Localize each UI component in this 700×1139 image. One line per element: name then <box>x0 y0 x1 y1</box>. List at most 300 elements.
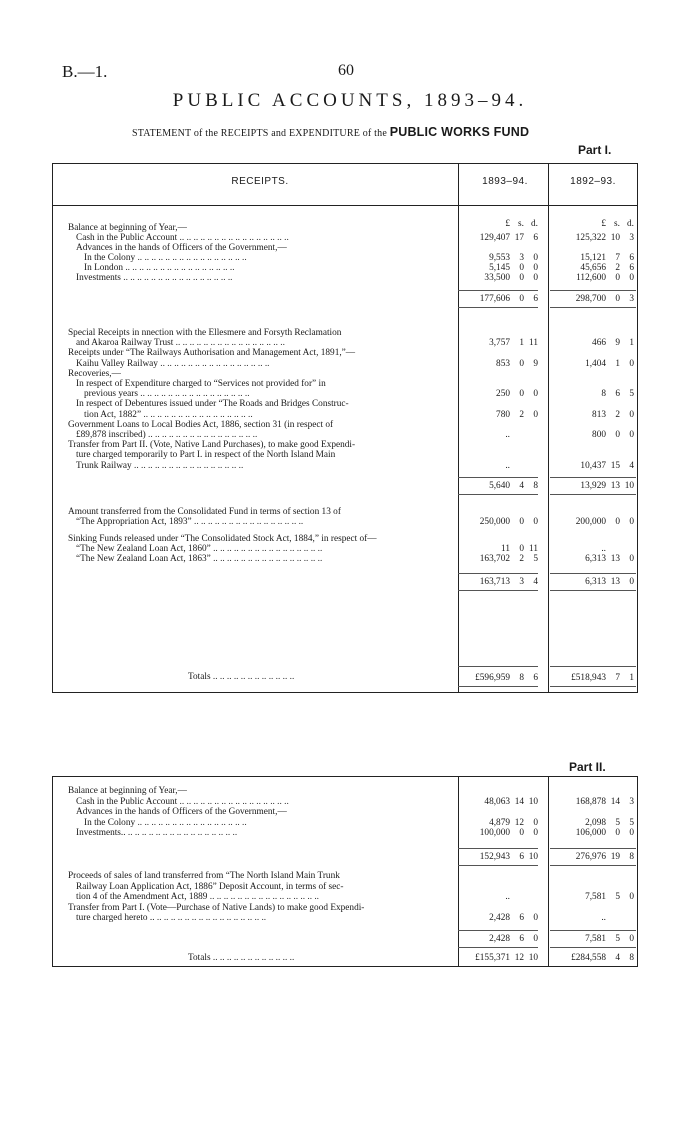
row-label: and Akaroa Railway Trust <box>76 338 174 349</box>
page-title: PUBLIC ACCOUNTS, 1893–94. <box>172 90 528 111</box>
total-1892-93-shillings: 4 <box>615 953 620 963</box>
row-label: Recoveries,— <box>68 368 121 379</box>
row-label: Investments.. <box>76 828 126 838</box>
amount-1893-94-pence <box>524 461 538 471</box>
rule <box>550 590 636 591</box>
statement-row <box>68 338 462 348</box>
subtotal-1893-94-shillings: 6 <box>519 934 524 944</box>
amount-1893-94-pence <box>524 892 538 902</box>
amount-1893-94-shillings: 0 <box>519 389 524 400</box>
currency-units-pounds: £ <box>601 219 606 229</box>
amount-1892-93-shillings: 2 <box>615 263 620 273</box>
amount-1893-94 <box>462 410 538 420</box>
amount-1892-93-pounds: 15,121 <box>580 253 606 263</box>
amount-1892-93-pounds: 2,098 <box>585 817 606 828</box>
subtotal-1892-93-pounds: 7,581 <box>585 934 606 944</box>
amount-1893-94 <box>462 263 538 273</box>
row-label: ture charged hereto .. <box>76 913 155 923</box>
amount-1892-93 <box>552 554 634 564</box>
subtotal-1892-93-pence: 0 <box>629 577 634 587</box>
amount-1892-93-pounds: 112,600 <box>576 273 606 283</box>
total-1892-93-pence: 8 <box>629 953 634 963</box>
row-label: tion 4 of the Amendment Act, 1889 <box>76 892 208 902</box>
table-left-rule <box>52 163 53 693</box>
amount-1892-93 <box>552 233 634 243</box>
row-label: Railway Loan Application Act, 1886” Deposit Account, in terms of sec- <box>76 881 344 892</box>
amount-1893-94-pence: 9 <box>533 358 538 369</box>
amount-1892-93-shillings: 0 <box>615 517 620 527</box>
amount-1892-93-pounds: 125,322 <box>575 233 606 243</box>
amount-1893-94-shillings: 0 <box>519 828 524 838</box>
row-label: Cash in the Public Account <box>76 233 178 243</box>
leader-dots: .. .. .. .. .. .. .. .. .. .. .. .. .. .. .. .. <box>141 409 253 420</box>
amount-1893-94-pounds: 5,145 <box>489 263 510 273</box>
subtotal-1893-94-pence: 10 <box>528 852 538 862</box>
statement-row <box>68 430 462 440</box>
statement-row <box>68 913 462 923</box>
amount-1893-94 <box>462 253 538 263</box>
amount-1892-93 <box>552 828 634 838</box>
amount-1893-94 <box>462 359 538 369</box>
leader-dots: .. .. .. .. .. .. .. .. .. .. .. .. .. .. .. .. <box>131 460 244 471</box>
statement-row <box>68 223 454 233</box>
amount-1892-93-pence: 0 <box>629 554 634 564</box>
row-label: In the Colony <box>84 253 136 263</box>
rule <box>458 494 538 495</box>
amount-1892-93-pounds: 466 <box>592 338 606 349</box>
row-label: In London <box>84 263 123 273</box>
row-label: Sinking Funds released under “The Consolidated Stock Act, 1884,” in respect of— <box>68 534 377 544</box>
row-label: In respect of Debentures issued under “The Roads and Bridges Construc- <box>76 399 349 410</box>
total-1893-94-pounds: £155,371 <box>475 953 510 963</box>
rule <box>550 947 636 948</box>
statement-row <box>68 233 462 243</box>
statement-row <box>68 554 462 564</box>
amount-1893-94-pence: 0 <box>533 273 538 283</box>
amount-1893-94-pounds: 780 <box>496 409 510 420</box>
currency-units <box>552 219 634 229</box>
subtotal-1892-93-shillings: 13 <box>610 577 620 587</box>
subtotal-1893-94-pounds: 5,640 <box>489 481 510 491</box>
statement-row <box>68 263 470 273</box>
subtotal-1892-93-pence: 10 <box>624 481 634 491</box>
currency-units-pounds: £ <box>505 219 510 229</box>
amount-1892-93 <box>552 430 634 440</box>
statement-row <box>68 440 454 450</box>
amount-1892-93 <box>552 273 634 283</box>
statement-subtitle <box>132 125 529 139</box>
table-right-rule <box>637 163 638 693</box>
amount-1892-93-pence: 5 <box>629 389 634 400</box>
row-label: In respect of Expenditure charged to “Services not provided for” in <box>76 379 326 389</box>
total-1892-93-pounds: £284,558 <box>571 953 606 963</box>
amount-1892-93 <box>552 797 634 807</box>
amount-1892-93 <box>552 389 634 399</box>
amount-1892-93-pence: 3 <box>629 796 634 807</box>
subtotal-1893-94 <box>462 577 538 587</box>
amount-1893-94 <box>462 828 538 838</box>
amount-1892-93-shillings: 0 <box>615 828 620 838</box>
amount-1893-94-pence: 0 <box>533 517 538 527</box>
statement-row <box>68 420 454 430</box>
totals-label: Totals <box>188 672 211 682</box>
amount-1892-93-pence: 0 <box>629 892 634 902</box>
amount-1893-94-pence <box>524 430 538 440</box>
amount-1893-94-shillings: 0 <box>519 358 524 369</box>
amount-1893-94-shillings <box>510 430 524 440</box>
amount-1893-94-shillings: 2 <box>519 409 524 420</box>
row-label: Kaihu Valley Railway <box>76 358 158 369</box>
subtotal-1893-94-pence: 6 <box>533 294 538 304</box>
amount-1893-94 <box>462 517 538 527</box>
statement-row <box>68 507 454 517</box>
leader-dots: .. .. .. .. .. .. .. .. .. .. .. .. .. .. .. .. <box>123 263 235 273</box>
amount-1892-93-pence <box>620 913 634 923</box>
amount-1892-93-pence: 0 <box>629 517 634 527</box>
amount-1893-94-pence: 5 <box>533 554 538 564</box>
subtotal-1892-93-pence: 8 <box>629 852 634 862</box>
amount-1892-93 <box>552 338 634 348</box>
amount-1892-93 <box>552 913 634 923</box>
amount-1893-94-pounds: 48,063 <box>484 796 510 807</box>
amount-1893-94-pence: 0 <box>533 913 538 923</box>
amount-1893-94 <box>462 913 538 923</box>
rule <box>550 865 636 866</box>
amount-1892-93-pence: 1 <box>629 338 634 349</box>
amount-1893-94-shillings: 1 <box>519 338 524 349</box>
amount-1893-94 <box>462 818 538 828</box>
amount-1893-94-pounds: 129,407 <box>479 233 510 243</box>
statement-row <box>68 892 462 902</box>
amount-1892-93-shillings: 15 <box>610 460 620 471</box>
statement-row <box>68 828 462 838</box>
subtotal-1893-94-shillings: 3 <box>519 577 524 587</box>
amount-1893-94-pounds: .. <box>505 892 510 902</box>
subtotal-1892-93-pence: 3 <box>629 294 634 304</box>
leader-dots: .. .. .. .. .. .. .. .. .. .. .. .. .. .. .. .. <box>137 389 250 400</box>
amount-1893-94-pence: 0 <box>533 253 538 263</box>
row-label: Trunk Railway <box>76 460 132 471</box>
subtotal-1893-94-pence: 8 <box>533 481 538 491</box>
leader-dots: .. .. .. .. .. .. .. .. .. .. .. .. .. .. .. .. <box>177 233 289 243</box>
amount-1892-93 <box>552 359 634 369</box>
amount-1893-94-pounds: 2,428 <box>489 913 510 923</box>
statement-row <box>68 253 470 263</box>
subtotal-1893-94 <box>462 481 538 491</box>
leader-dots: .. .. .. .. .. .. .. .. .. .. .. .. .. .. .. .. <box>135 253 247 263</box>
amount-1892-93 <box>552 517 634 527</box>
page-number: 60 <box>338 62 354 79</box>
rule <box>458 573 538 574</box>
amount-1892-93-shillings: 5 <box>615 892 620 902</box>
subtotal-1892-93 <box>552 577 634 587</box>
amount-1893-94-shillings: 14 <box>514 796 524 807</box>
amount-1892-93-pence: 6 <box>629 253 634 263</box>
row-label: Balance at beginning of Year,— <box>68 223 187 233</box>
statement-row <box>68 534 454 544</box>
amount-1892-93-pounds: 8 <box>601 389 606 400</box>
total-1892-93-shillings: 7 <box>615 673 620 683</box>
statement-row <box>68 410 470 420</box>
row-label: Transfer from Part I. (Vote—Purchase of Native Lands) to make good Expendi- <box>68 902 365 913</box>
amount-1892-93-pounds: 1,404 <box>585 358 606 369</box>
table-bottom-rule <box>52 966 638 967</box>
rule <box>550 686 636 687</box>
row-label: Amount transferred from the Consolidated Fund in terms of section 13 of <box>68 507 341 517</box>
subtotal-1893-94-shillings: 6 <box>519 852 524 862</box>
amount-1893-94-pounds: 853 <box>496 358 510 369</box>
rule <box>550 477 636 478</box>
amount-1892-93-shillings: 7 <box>615 253 620 263</box>
row-label: Special Receipts in nnection with the Ellesmere and Forsyth Reclamation <box>68 328 342 338</box>
leader-dots: .. .. .. .. .. .. .. .. .. .. .. .. .. .. .. .. <box>145 430 258 440</box>
amount-1893-94-pounds: 11 <box>501 544 510 554</box>
amount-1892-93-pounds: .. <box>601 913 606 923</box>
statement-row <box>68 450 462 460</box>
rule <box>550 494 636 495</box>
subtotal-1892-93-shillings: 0 <box>615 294 620 304</box>
currency-units <box>462 219 538 229</box>
amount-1892-93-pounds: .. <box>601 544 606 554</box>
amount-1892-93-pounds: 800 <box>592 430 606 440</box>
subtotal-1893-94 <box>462 294 538 304</box>
amount-1893-94-pence: 0 <box>533 263 538 273</box>
row-label: £89,878 inscribed) <box>76 430 146 440</box>
amount-1892-93-shillings: 1 <box>615 358 620 369</box>
subtotal-1892-93 <box>552 852 634 862</box>
total-1893-94 <box>462 953 538 963</box>
amount-1893-94 <box>462 430 538 440</box>
amount-1893-94-pence: 10 <box>528 796 538 807</box>
rule <box>458 590 538 591</box>
rule <box>458 930 538 931</box>
amount-1893-94-shillings <box>510 461 524 471</box>
subtotal-1893-94 <box>462 934 538 944</box>
statement-row <box>68 273 462 283</box>
amount-1892-93-pence: 4 <box>629 460 634 471</box>
amount-1893-94-shillings: 0 <box>519 263 524 273</box>
amount-1893-94-pence: 11 <box>529 544 538 554</box>
amount-1893-94-shillings: 3 <box>519 253 524 263</box>
statement-row <box>68 389 470 399</box>
subtotal-1893-94-shillings: 0 <box>519 294 524 304</box>
subtotal-1893-94-pence: 4 <box>533 577 538 587</box>
amount-1892-93-shillings <box>606 913 620 923</box>
statement-row <box>68 359 462 369</box>
statement-row <box>68 243 462 253</box>
row-label: Proceeds of sales of land transferred from “The North Island Main Trunk <box>68 871 340 881</box>
amount-1892-93 <box>552 818 634 828</box>
document-reference: B.—1. <box>62 62 108 81</box>
row-label: ture charged temporarily to Part I. in respect of the North Island Main <box>76 450 336 461</box>
rule <box>458 865 538 866</box>
leader-dots: .. .. .. .. .. .. .. .. .. .. .. .. .. .. .. .. <box>125 828 238 838</box>
amount-1892-93-shillings <box>606 544 620 554</box>
currency-units-shillings: s. <box>518 219 524 229</box>
total-1893-94 <box>462 673 538 683</box>
amount-1893-94 <box>462 797 538 807</box>
table-top-rule <box>52 776 638 777</box>
amount-1892-93-shillings: 14 <box>610 796 620 807</box>
total-1892-93 <box>552 673 634 683</box>
leader-dots: .. .. .. .. .. .. .. .. .. .. .. .. .. .. .. .. <box>135 817 247 828</box>
amount-1893-94 <box>462 544 538 554</box>
statement-row <box>68 461 462 471</box>
subtitle-prefix: STATEMENT of the RECEIPTS and EXPENDITURE of the <box>132 128 387 139</box>
statement-row <box>68 399 462 409</box>
total-1893-94-shillings: 12 <box>514 953 524 963</box>
amount-1893-94-pounds: 100,000 <box>479 828 510 838</box>
statement-row <box>68 818 470 828</box>
statement-row <box>68 369 454 379</box>
row-label: “The New Zealand Loan Act, 1863” <box>76 554 211 564</box>
currency-units-pence: d. <box>627 219 634 229</box>
amount-1893-94-pence: 0 <box>533 817 538 828</box>
subtotal-1893-94-pounds: 152,943 <box>479 852 510 862</box>
statement-row <box>68 871 454 881</box>
amount-1892-93-shillings: 5 <box>615 817 620 828</box>
subtotal-1892-93-pounds: 6,313 <box>585 577 606 587</box>
leader-dots: .. .. .. .. .. .. .. .. .. .. .. .. .. .. .. .. <box>154 913 267 923</box>
rule <box>458 947 538 948</box>
year-1892-93-header: 1892–93. <box>570 176 616 187</box>
subtotal-1893-94-pounds: 2,428 <box>489 934 510 944</box>
subtotal-1893-94-pounds: 177,606 <box>479 294 510 304</box>
rule <box>550 290 636 291</box>
amount-1893-94 <box>462 554 538 564</box>
amount-1893-94-pounds: .. <box>505 460 510 471</box>
amount-1892-93-shillings: 10 <box>610 233 620 243</box>
row-label: tion Act, 1882” <box>84 409 142 420</box>
statement-row <box>68 903 454 913</box>
amount-1892-93-pence: 6 <box>629 263 634 273</box>
amount-1892-93-pounds: 45,656 <box>580 263 606 273</box>
row-label: Investments <box>76 273 121 283</box>
amount-1892-93-shillings: 0 <box>615 430 620 440</box>
amount-1893-94 <box>462 338 538 348</box>
amount-1892-93-pounds: 7,581 <box>585 892 606 902</box>
amount-1893-94 <box>462 273 538 283</box>
statement-row <box>68 379 462 389</box>
amount-1893-94-shillings: 0 <box>519 517 524 527</box>
amount-1893-94-pounds: 33,500 <box>484 273 510 283</box>
leader-dots: .. .. .. .. .. .. .. .. .. .. .. .. .. .. .. .. <box>157 358 270 369</box>
subtotal-1893-94-shillings: 4 <box>519 481 524 491</box>
amount-1893-94-shillings: 0 <box>519 273 524 283</box>
rule <box>550 666 636 667</box>
amount-1892-93 <box>552 544 634 554</box>
amount-1892-93-pence: 0 <box>629 409 634 420</box>
statement-row <box>68 797 462 807</box>
amount-1893-94-shillings: 12 <box>514 817 524 828</box>
row-label: Government Loans to Local Bodies Act, 1886, section 31 (in respect of <box>68 419 334 430</box>
table-right-rule <box>637 776 638 966</box>
amount-1892-93-pounds: 106,000 <box>575 828 606 838</box>
amount-1892-93-pounds: 813 <box>592 409 606 420</box>
amount-1892-93-pounds: 10,437 <box>580 460 606 471</box>
rule <box>458 686 538 687</box>
subtotal-1892-93 <box>552 934 634 944</box>
leader-dots: .. .. .. .. .. .. .. .. .. .. .. .. .. .. .. .. <box>210 554 323 564</box>
leader-dots: .. .. .. .. .. .. .. .. .. .. .. .. <box>210 672 295 682</box>
table-top-rule <box>52 163 638 164</box>
amount-1892-93-pence <box>620 544 634 554</box>
amount-1893-94-pounds: 3,757 <box>489 338 510 349</box>
amount-1892-93-shillings: 2 <box>615 409 620 420</box>
row-label: Receipts under “The Railways Authorisation and Management Act, 1891,”— <box>68 348 356 359</box>
amount-1892-93 <box>552 263 634 273</box>
leader-dots: .. .. .. .. .. .. .. .. .. .. .. .. .. .. .. .. <box>210 544 323 554</box>
amount-1893-94-pence: 0 <box>533 409 538 420</box>
amount-1892-93-pence: 3 <box>629 233 634 243</box>
total-1893-94-pence: 10 <box>528 953 538 963</box>
leader-dots: .. .. .. .. .. .. .. .. .. .. .. .. .. .. .. .. <box>177 796 289 807</box>
row-label: “The Appropriation Act, 1893” <box>76 517 192 527</box>
rule <box>550 930 636 931</box>
year-1893-94-header: 1893–94. <box>482 176 528 187</box>
totals-row <box>188 672 454 682</box>
subtotal-1892-93 <box>552 481 634 491</box>
amount-1893-94 <box>462 892 538 902</box>
amount-1892-93-pounds: 168,878 <box>575 796 606 807</box>
amount-1893-94-pounds: 163,702 <box>479 554 510 564</box>
rule <box>458 477 538 478</box>
row-label: Transfer from Part II. (Vote, Native Land Purchases), to make good Expendi- <box>68 440 356 451</box>
amount-1893-94-pence: 0 <box>533 828 538 838</box>
rule <box>458 307 538 308</box>
leader-dots: .. .. .. .. .. .. .. .. .. .. .. .. <box>210 953 295 963</box>
amount-1892-93-pence: 5 <box>629 817 634 828</box>
row-label: previous years <box>84 389 138 400</box>
table-bottom-rule <box>52 692 638 693</box>
statement-row <box>68 807 462 817</box>
subtotal-1892-93-pounds: 298,700 <box>575 294 606 304</box>
subtotal-1892-93-shillings: 19 <box>610 852 620 862</box>
row-label: Cash in the Public Account <box>76 796 178 807</box>
amount-1893-94-shillings: 2 <box>519 554 524 564</box>
part-one-label: Part I. <box>578 143 612 157</box>
amount-1892-93 <box>552 461 634 471</box>
statement-row <box>68 544 462 554</box>
total-1893-94-shillings: 8 <box>519 673 524 683</box>
amount-1892-93-shillings: 13 <box>610 554 620 564</box>
statement-row <box>68 348 454 358</box>
receipts-column-header: RECEIPTS. <box>231 176 289 187</box>
row-label: In the Colony <box>84 817 136 828</box>
subtotal-1892-93-pence: 0 <box>629 934 634 944</box>
rule <box>550 573 636 574</box>
leader-dots: .. .. .. .. .. .. .. .. .. .. .. .. .. .. .. .. <box>120 273 233 283</box>
rule <box>550 848 636 849</box>
total-1892-93 <box>552 953 634 963</box>
amount-1892-93-pence: 0 <box>629 430 634 440</box>
subtotal-1893-94-pence: 0 <box>533 934 538 944</box>
totals-row <box>188 953 454 963</box>
rule <box>550 307 636 308</box>
amount-1892-93-pence: 0 <box>629 828 634 838</box>
amount-1893-94-shillings: 17 <box>514 233 524 243</box>
total-1892-93-pounds: £518,943 <box>571 673 606 683</box>
amount-1893-94-pence: 0 <box>533 389 538 400</box>
total-1892-93-pence: 1 <box>629 673 634 683</box>
amount-1892-93-shillings: 9 <box>615 338 620 349</box>
amount-1893-94-shillings: 6 <box>519 913 524 923</box>
currency-units-pence: d. <box>531 219 538 229</box>
total-1893-94-pence: 6 <box>533 673 538 683</box>
amount-1892-93 <box>552 410 634 420</box>
table-left-rule <box>52 776 53 966</box>
amount-1893-94-shillings <box>510 892 524 902</box>
